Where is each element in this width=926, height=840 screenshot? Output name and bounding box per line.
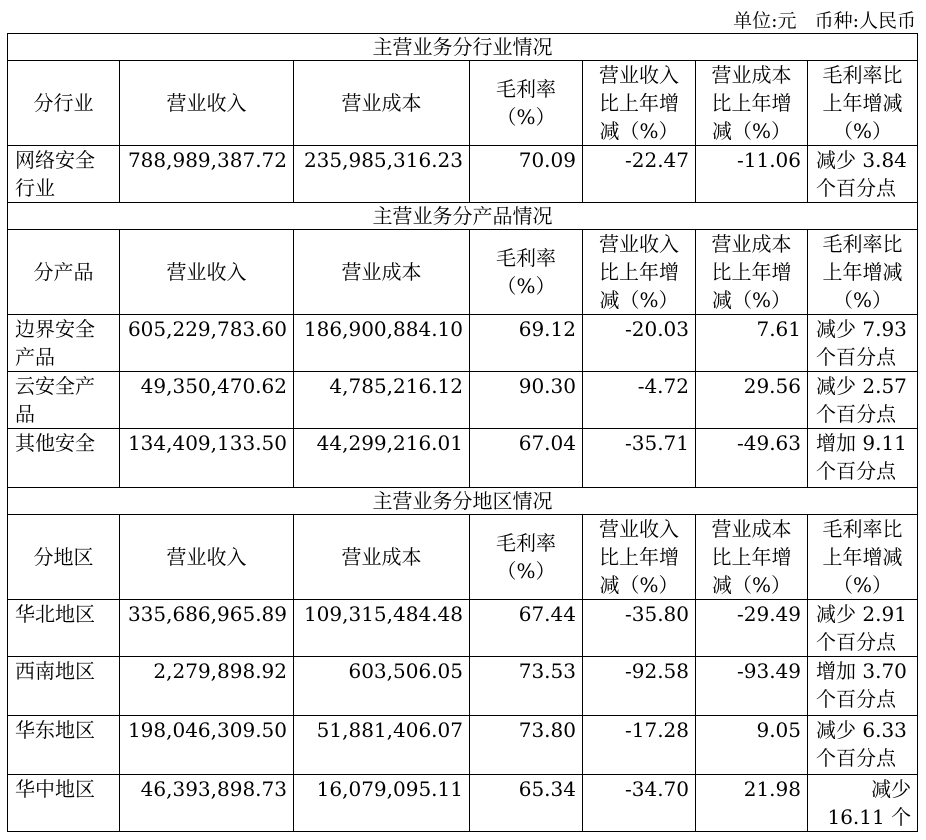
header-gross-margin: 毛利率 （%）	[470, 515, 583, 600]
margin-value: 70.09	[470, 146, 583, 203]
row-name: 云安全产 品	[8, 372, 120, 429]
margin-value: 65.34	[470, 775, 583, 832]
margin-change-value: 减少 3.84 个百分点	[808, 146, 918, 203]
revenue-value: 134,409,133.50	[120, 429, 294, 488]
header-cost: 营业成本	[294, 515, 470, 600]
margin-value: 90.30	[470, 372, 583, 429]
header-revenue-change: 营业收入 比上年增 减（%）	[583, 61, 696, 146]
margin-change-value: 增加 3.70 个百分点	[808, 657, 918, 716]
header-margin-change: 毛利率比 上年增减 （%）	[808, 230, 918, 315]
cost-value: 109,315,484.48	[294, 600, 470, 657]
revenue-value: 788,989,387.72	[120, 146, 294, 203]
header-gross-margin: 毛利率 （%）	[470, 230, 583, 315]
cost-value: 51,881,406.07	[294, 716, 470, 775]
margin-change-value: 减少 2.57 个百分点	[808, 372, 918, 429]
row-name: 西南地区	[8, 657, 120, 716]
revenue-change-value: -22.47	[583, 146, 696, 203]
revenue-change-value: -17.28	[583, 716, 696, 775]
header-gross-margin: 毛利率 （%）	[470, 61, 583, 146]
currency-unit-note: 单位:元 币种:人民币	[733, 10, 916, 32]
header-row	[8, 61, 918, 146]
revenue-value: 49,350,470.62	[120, 372, 294, 429]
main-business-table	[7, 33, 918, 832]
cost-value: 16,079,095.11	[294, 775, 470, 832]
margin-change-value: 减少 16.11 个	[808, 775, 918, 832]
table-row	[8, 657, 918, 716]
margin-change-value: 减少 7.93 个百分点	[808, 315, 918, 372]
header-revenue-change: 营业收入 比上年增 减（%）	[583, 515, 696, 600]
revenue-value: 2,279,898.92	[120, 657, 294, 716]
cost-value: 235,985,316.23	[294, 146, 470, 203]
cost-value: 44,299,216.01	[294, 429, 470, 488]
header-first-col: 分地区	[8, 515, 120, 600]
table-row	[8, 315, 918, 372]
header-cost-change: 营业成本 比上年增 减（%）	[696, 61, 808, 146]
revenue-value: 605,229,783.60	[120, 315, 294, 372]
row-name: 其他安全	[8, 429, 120, 488]
revenue-change-value: -4.72	[583, 372, 696, 429]
revenue-change-value: -35.71	[583, 429, 696, 488]
revenue-change-value: -34.70	[583, 775, 696, 832]
row-name: 网络安全 行业	[8, 146, 120, 203]
header-first-col: 分产品	[8, 230, 120, 315]
cost-value: 186,900,884.10	[294, 315, 470, 372]
header-cost: 营业成本	[294, 230, 470, 315]
margin-value: 67.44	[470, 600, 583, 657]
revenue-value: 198,046,309.50	[120, 716, 294, 775]
section-title-product: 主营业务分产品情况	[8, 203, 918, 230]
revenue-change-value: -35.80	[583, 600, 696, 657]
table-row	[8, 429, 918, 488]
cost-value: 603,506.05	[294, 657, 470, 716]
revenue-change-value: -92.58	[583, 657, 696, 716]
row-name: 华北地区	[8, 600, 120, 657]
cost-change-value: -93.49	[696, 657, 808, 716]
header-cost-change: 营业成本 比上年增 减（%）	[696, 230, 808, 315]
header-revenue: 营业收入	[120, 61, 294, 146]
revenue-value: 46,393,898.73	[120, 775, 294, 832]
header-revenue: 营业收入	[120, 515, 294, 600]
table-row	[8, 372, 918, 429]
table-row	[8, 775, 918, 832]
section-title-industry: 主营业务分行业情况	[8, 34, 918, 61]
margin-value: 73.80	[470, 716, 583, 775]
revenue-change-value: -20.03	[583, 315, 696, 372]
cost-change-value: 7.61	[696, 315, 808, 372]
table-row	[8, 600, 918, 657]
row-name: 华中地区	[8, 775, 120, 832]
header-margin-change: 毛利率比 上年增减 （%）	[808, 515, 918, 600]
cost-change-value: -49.63	[696, 429, 808, 488]
header-first-col: 分行业	[8, 61, 120, 146]
margin-value: 67.04	[470, 429, 583, 488]
cost-change-value: -29.49	[696, 600, 808, 657]
margin-value: 73.53	[470, 657, 583, 716]
cost-value: 4,785,216.12	[294, 372, 470, 429]
row-name: 华东地区	[8, 716, 120, 775]
header-cost-change: 营业成本 比上年增 减（%）	[696, 515, 808, 600]
margin-change-value: 减少 6.33 个百分点	[808, 716, 918, 775]
cost-change-value: 29.56	[696, 372, 808, 429]
header-revenue: 营业收入	[120, 230, 294, 315]
header-row	[8, 515, 918, 600]
section-title-region: 主营业务分地区情况	[8, 488, 918, 515]
cost-change-value: 9.05	[696, 716, 808, 775]
margin-change-value: 增加 9.11 个百分点	[808, 429, 918, 488]
table-row	[8, 146, 918, 203]
cost-change-value: 21.98	[696, 775, 808, 832]
header-revenue-change: 营业收入 比上年增 减（%）	[583, 230, 696, 315]
cost-change-value: -11.06	[696, 146, 808, 203]
margin-value: 69.12	[470, 315, 583, 372]
row-name: 边界安全 产品	[8, 315, 120, 372]
margin-change-value: 减少 2.91 个百分点	[808, 600, 918, 657]
header-margin-change: 毛利率比 上年增减 （%）	[808, 61, 918, 146]
header-row	[8, 230, 918, 315]
header-cost: 营业成本	[294, 61, 470, 146]
revenue-value: 335,686,965.89	[120, 600, 294, 657]
table-row	[8, 716, 918, 775]
